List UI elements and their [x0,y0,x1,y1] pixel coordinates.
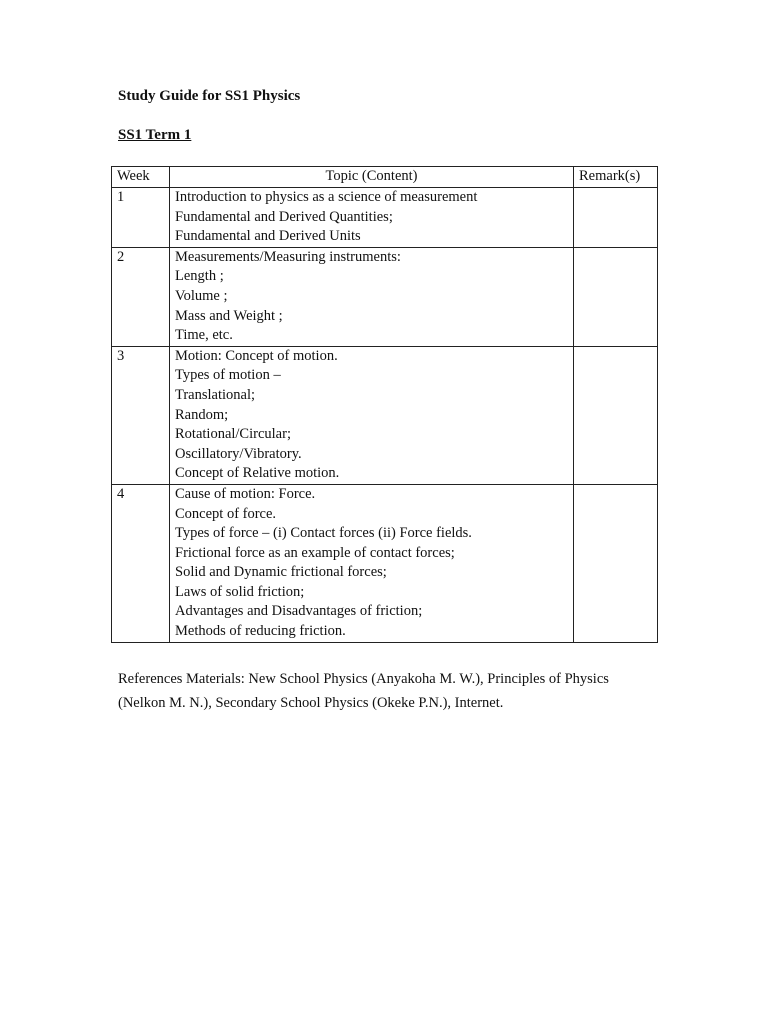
topic-line: Types of motion – [175,367,281,384]
topic-cell [170,346,574,484]
topic-cell [170,188,574,248]
topic-line: Length ; [175,268,224,285]
week-cell: 3 [112,346,170,484]
remark-cell [574,247,658,346]
topic-line: Methods of reducing friction. [175,623,346,640]
topic-line: Volume ; [175,287,228,304]
references-text: References Materials: New School Physics (Anyakoha M. W.), Principles of Physics (Nelkon M. N.), Secondary School Physics (Okeke P.N.), Internet. [118,671,609,711]
topic-line: Time, etc. [175,327,233,344]
topic-line: Measurements/Measuring instruments: [175,248,401,265]
remark-cell [574,484,658,642]
table-row [112,188,658,248]
table-body [112,188,658,643]
topic-column-header: Topic (Content) [170,167,574,188]
term-heading: SS1 Term 1 [118,127,192,143]
topic-line: Oscillatory/Vibratory. [175,445,302,462]
topic-line: Translational; [175,386,256,403]
topic-line: Types of force – (i) Contact forces (ii) Force fields. [175,525,472,542]
document-title: Study Guide for SS1 Physics [118,88,301,104]
topic-line: Rotational/Circular; [175,426,291,443]
table-row [112,484,658,642]
topic-line: Advantages and Disadvantages of friction; [175,603,423,620]
topic-line: Frictional force as an example of contact forces; [175,544,455,561]
topic-cell [170,484,574,642]
remark-cell [574,346,658,484]
topic-line: Concept of Relative motion. [175,465,340,482]
remark-column-header: Remark(s) [574,167,658,188]
topic-line: Concept of force. [175,505,277,522]
topic-line: Mass and Weight ; [175,307,283,324]
remark-cell [574,188,658,248]
study-schedule-table [111,166,658,643]
table-header-row [112,167,658,188]
week-cell: 4 [112,484,170,642]
week-cell: 2 [112,247,170,346]
topic-line: Solid and Dynamic frictional forces; [175,564,387,581]
week-column-header: Week [112,167,170,188]
topic-line: Cause of motion: Force. [175,485,316,502]
topic-line: Laws of solid friction; [175,583,305,600]
table-row [112,247,658,346]
topic-line: Introduction to physics as a science of measurement [175,189,478,205]
topic-line: Random; [175,406,229,423]
topic-line: Fundamental and Derived Quantities; [175,208,393,225]
week-cell: 1 [112,188,170,248]
topic-line: Motion: Concept of motion. [175,347,338,364]
table-row [112,346,658,484]
topic-line: Fundamental and Derived Units [175,228,361,245]
topic-cell [170,247,574,346]
